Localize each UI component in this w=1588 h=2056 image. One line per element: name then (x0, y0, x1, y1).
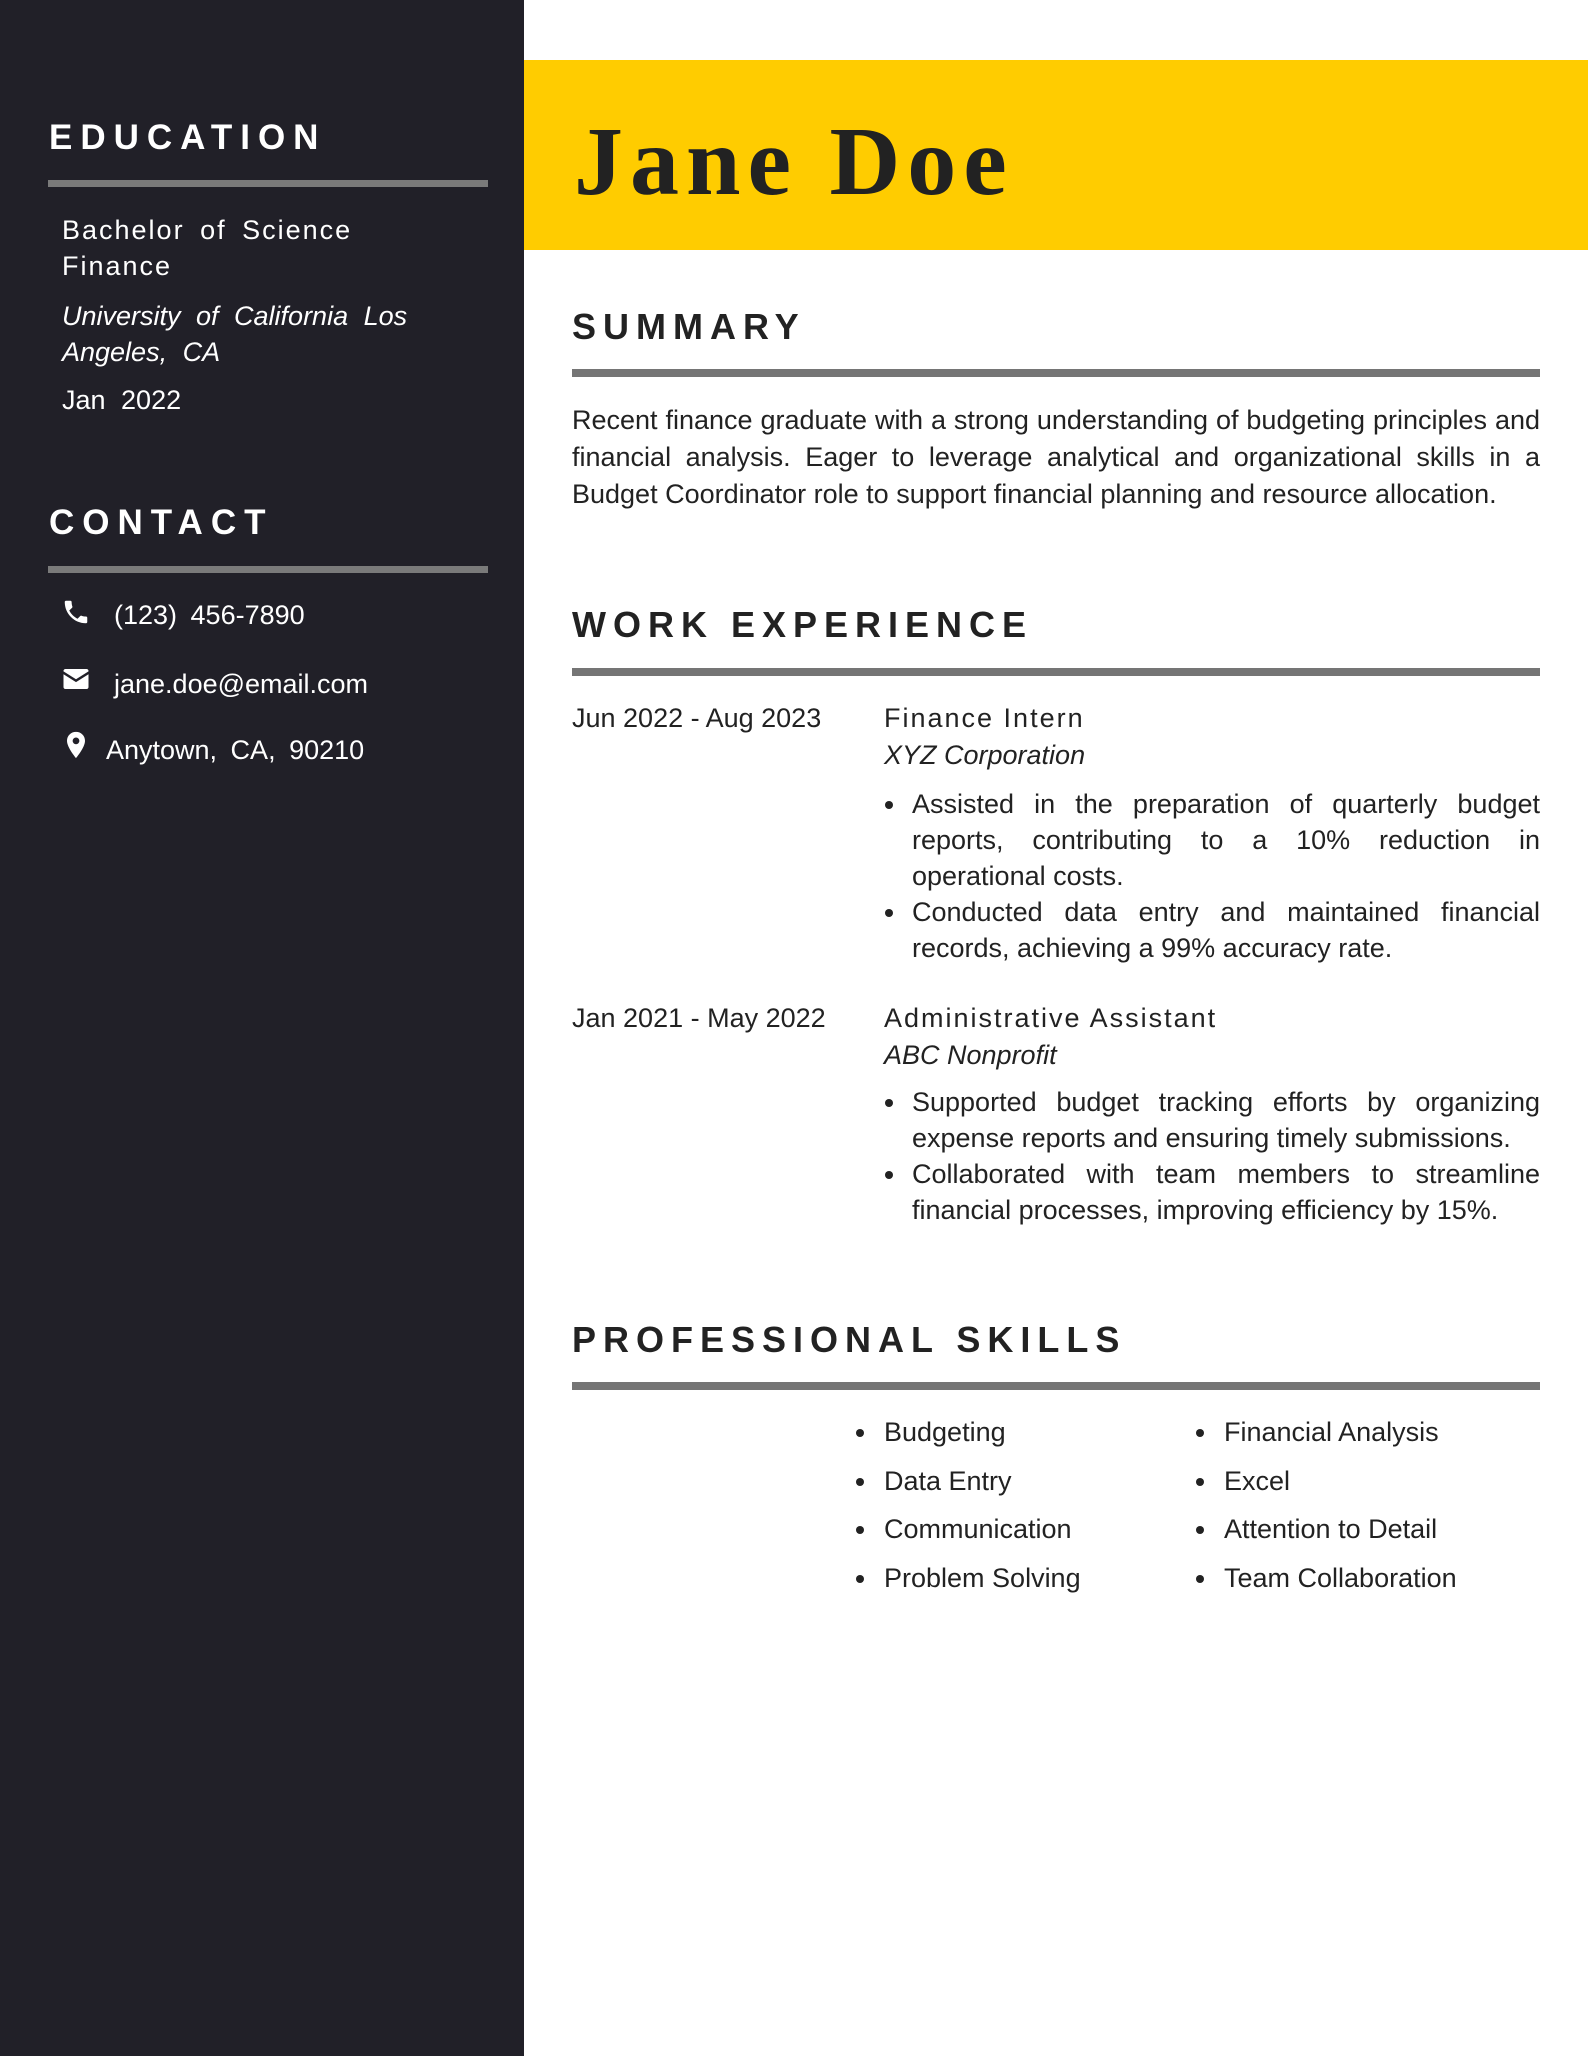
contact-location: Anytown, CA, 90210 (106, 735, 365, 765)
experience-heading: WORK EXPERIENCE (572, 604, 1034, 645)
skill-item: Attention to Detail (1192, 1511, 1457, 1560)
skills-heading: PROFESSIONAL SKILLS (572, 1319, 1127, 1360)
contact-email[interactable]: jane.doe@email.com (114, 669, 369, 699)
job-dates: Jun 2022 - Aug 2023 (572, 703, 822, 733)
experience-divider (572, 668, 1540, 676)
skill-item: Financial Analysis (1192, 1414, 1457, 1463)
skill-item: Communication (852, 1511, 1081, 1560)
map-pin-icon (61, 730, 91, 760)
skill-item: Problem Solving (852, 1560, 1081, 1609)
phone-icon (61, 597, 91, 627)
skills-column-1 (852, 1414, 1081, 1608)
envelope-icon (61, 664, 91, 694)
skill-item: Data Entry (852, 1463, 1081, 1512)
job-title: Administrative Assistant (884, 1003, 1218, 1033)
education-date: Jan 2022 (62, 385, 182, 415)
education-divider (48, 180, 488, 187)
job-company: ABC Nonprofit (884, 1040, 1057, 1070)
job-bullet-list (884, 786, 1540, 966)
summary-heading: SUMMARY (572, 306, 806, 347)
job-bullet: Collaborated with team members to streamline financial processes, improving efficiency by 15%. (884, 1156, 1540, 1228)
skills-divider (572, 1382, 1540, 1390)
skill-item: Team Collaboration (1192, 1560, 1457, 1609)
job-title: Finance Intern (884, 703, 1085, 733)
name-banner (524, 60, 1588, 250)
job-dates: Jan 2021 - May 2022 (572, 1003, 826, 1033)
summary-divider (572, 369, 1540, 377)
job-bullet: Supported budget tracking efforts by organizing expense reports and ensuring timely submissions. (884, 1084, 1540, 1156)
sidebar (0, 0, 524, 2056)
job-bullet: Conducted data entry and maintained financial records, achieving a 99% accuracy rate. (884, 894, 1540, 966)
summary-text: Recent finance graduate with a strong understanding of budgeting principles and financial analysis. Eager to leverage analytical and organizational skills in a Budget Coordinator role to support financial planning and resource allocation. (572, 405, 1540, 509)
education-degree: Bachelor of Science Finance (62, 215, 353, 281)
skills-column-2 (1192, 1414, 1457, 1608)
skill-item: Excel (1192, 1463, 1457, 1512)
education-heading: EDUCATION (49, 118, 327, 157)
contact-divider (48, 566, 488, 573)
skill-item: Budgeting (852, 1414, 1081, 1463)
contact-phone[interactable]: (123) 456-7890 (114, 600, 305, 630)
candidate-name: Jane Doe (574, 108, 1014, 216)
job-bullet-list (884, 1084, 1540, 1228)
job-company: XYZ Corporation (884, 740, 1086, 770)
education-school: University of California Los Angeles, CA (62, 301, 408, 367)
job-bullet: Assisted in the preparation of quarterly budget reports, contributing to a 10% reduction in operational costs. (884, 786, 1540, 894)
contact-heading: CONTACT (49, 503, 274, 542)
